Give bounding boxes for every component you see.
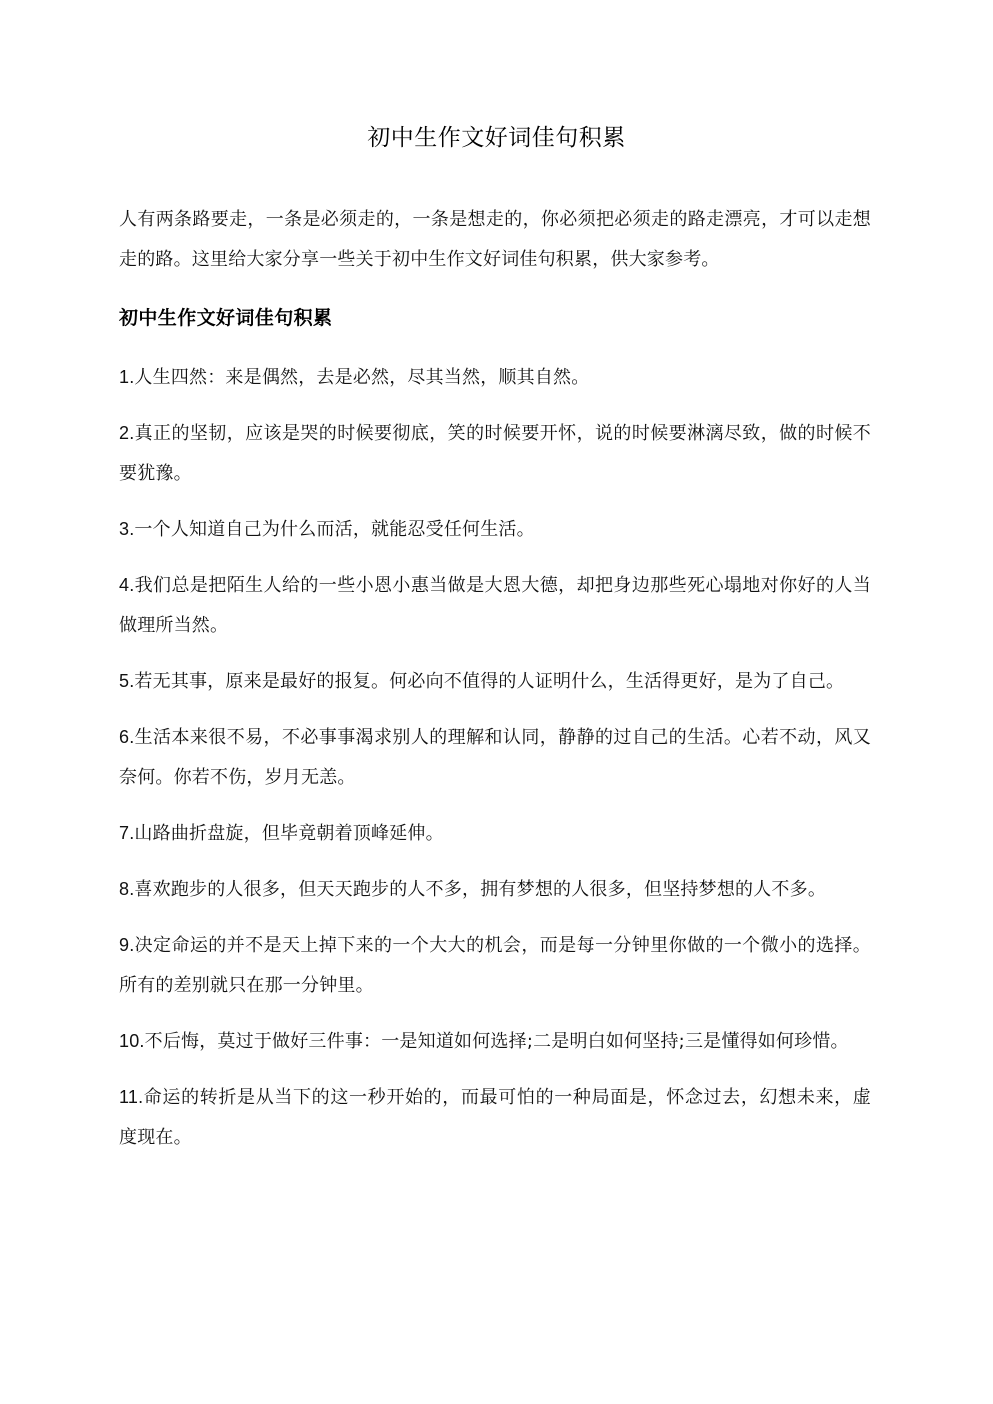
item-number: 5. — [119, 671, 135, 691]
item-text: 人生四然：来是偶然，去是必然，尽其当然，顺其自然。 — [134, 367, 590, 388]
item-number: 6. — [119, 727, 135, 747]
list-item — [119, 413, 871, 494]
intro-paragraph: 人有两条路要走，一条是必须走的，一条是想走的，你必须把必须走的路走漂亮，才可以走想走的路。这里给大家分享一些关于初中生作文好词佳句积累，供大家参考。 — [119, 209, 871, 270]
section-heading: 初中生作文好词佳句积累 — [119, 307, 333, 329]
list-item — [119, 661, 871, 702]
item-text: 不后悔，莫过于做好三件事：一是知道如何选择;二是明白如何坚持;三是懂得如何珍惜。 — [144, 1031, 849, 1052]
item-text: 命运的转折是从当下的这一秒开始的，而最可怕的一种局面是，怀念过去，幻想未来，虚度现在。 — [119, 1087, 871, 1148]
item-number: 11. — [119, 1087, 144, 1107]
list-item — [119, 813, 871, 854]
document-body — [119, 200, 871, 1173]
list-item — [119, 357, 871, 398]
item-number: 4. — [119, 575, 135, 595]
list-item — [119, 717, 871, 798]
item-number: 3. — [119, 519, 135, 539]
list-item — [119, 565, 871, 646]
item-text: 我们总是把陌生人给的一些小恩小惠当做是大恩大德，却把身边那些死心塌地对你好的人当做理所当然。 — [119, 575, 871, 636]
item-text: 决定命运的并不是天上掉下来的一个大大的机会，而是每一分钟里你做的一个微小的选择。所有的差别就只在那一分钟里。 — [119, 935, 871, 996]
list-item — [119, 1077, 871, 1158]
list-item — [119, 1021, 871, 1062]
item-text: 山路曲折盘旋，但毕竟朝着顶峰延伸。 — [134, 823, 444, 844]
item-text: 生活本来很不易，不必事事渴求别人的理解和认同，静静的过自己的生活。心若不动，风又奈何。你若不伤，岁月无恙。 — [119, 727, 871, 788]
item-text: 一个人知道自己为什么而活，就能忍受任何生活。 — [134, 519, 535, 540]
list-item — [119, 509, 871, 550]
item-number: 1. — [119, 367, 135, 387]
item-text: 若无其事，原来是最好的报复。何必向不值得的人证明什么，生活得更好，是为了自己。 — [134, 671, 845, 692]
list-item — [119, 869, 871, 910]
item-number: 9. — [119, 935, 135, 955]
item-number: 8. — [119, 879, 135, 899]
item-text: 真正的坚韧，应该是哭的时候要彻底，笑的时候要开怀，说的时候要淋漓尽致，做的时候不要犹豫。 — [119, 423, 871, 484]
item-number: 10. — [119, 1031, 145, 1051]
list-item — [119, 925, 871, 1006]
item-text: 喜欢跑步的人很多，但天天跑步的人不多，拥有梦想的人很多，但坚持梦想的人不多。 — [134, 879, 827, 900]
document-title: 初中生作文好词佳句积累 — [367, 125, 626, 151]
item-number: 2. — [119, 423, 135, 443]
item-number: 7. — [119, 823, 135, 843]
